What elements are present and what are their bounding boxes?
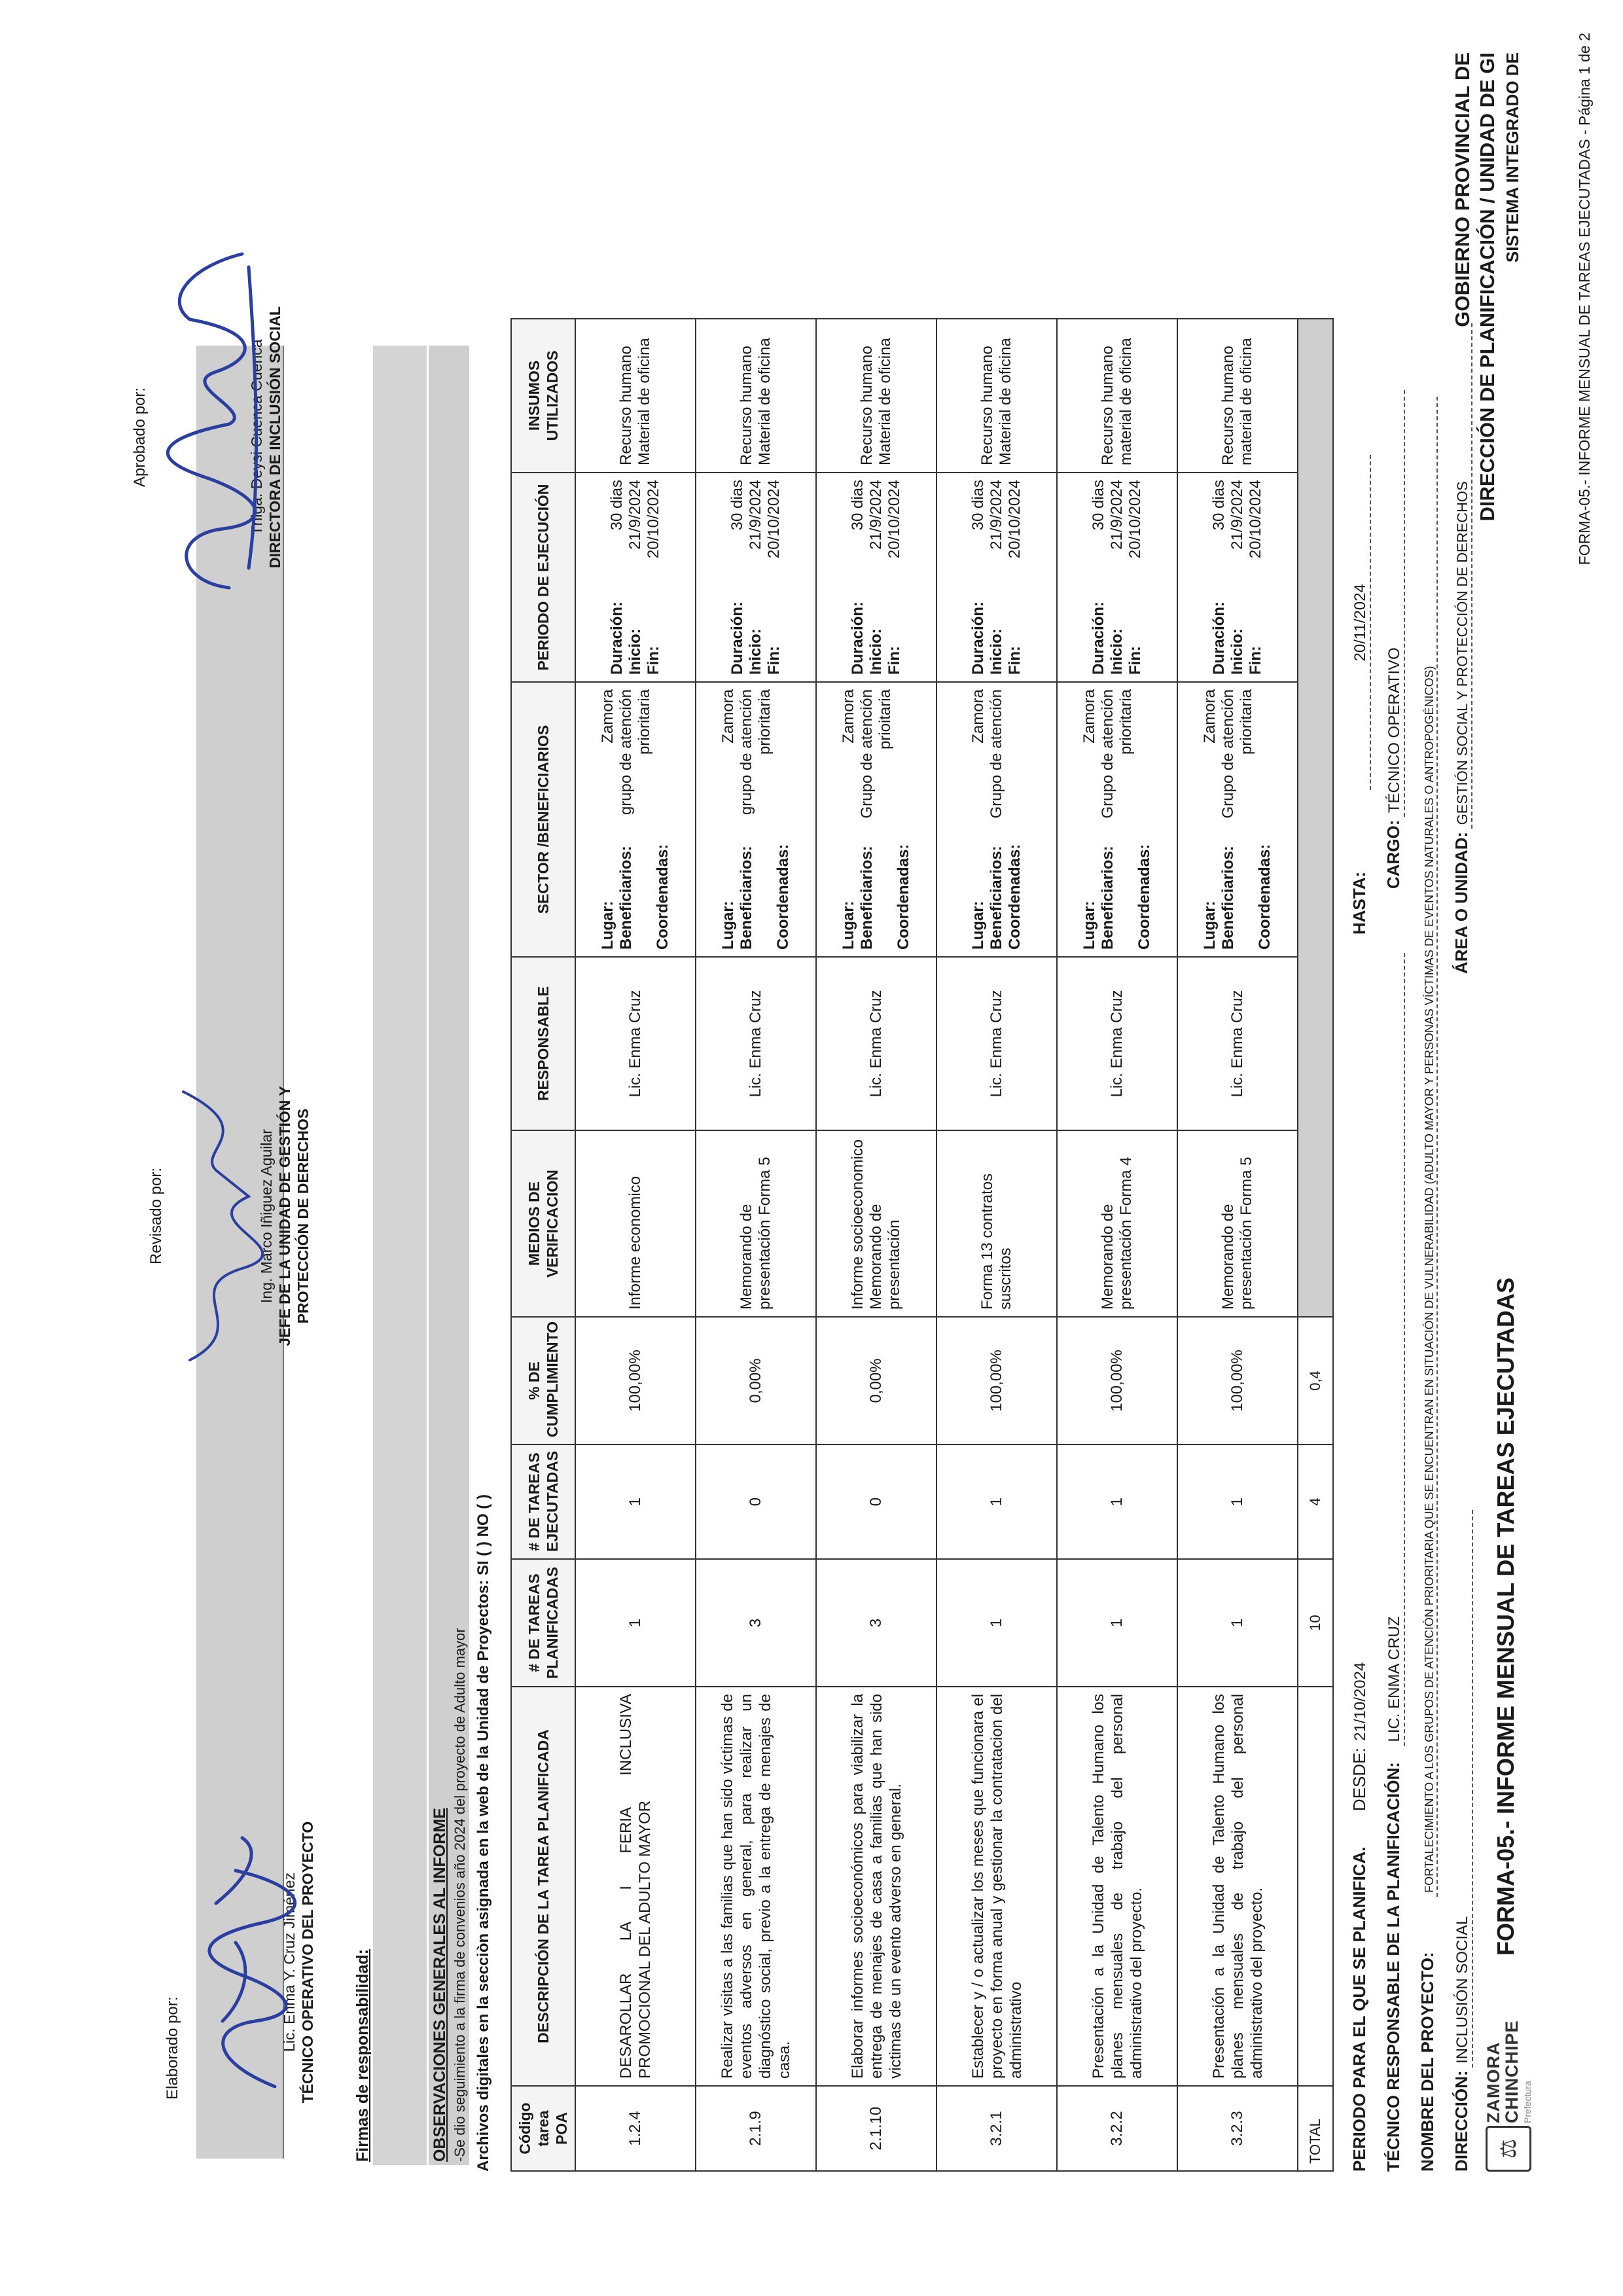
cell-cumplimiento: 0,00% xyxy=(816,1317,936,1444)
area-row xyxy=(1452,323,1472,974)
beneficiarios-label: Beneficiarios: xyxy=(1099,846,1116,950)
duracion-value: 30 dias xyxy=(728,480,746,531)
desde-value: 21/10/2024 xyxy=(1351,1662,1369,1741)
direccion-value: INCLUSIÓN SOCIAL xyxy=(1454,1510,1473,2068)
tecnico-label: TÉCNICO RESPONSABLE DE LA PLANIFICACIÓN: xyxy=(1383,1762,1403,2172)
duracion-label: Duración: xyxy=(608,601,626,675)
observaciones-body-band xyxy=(373,346,427,2165)
inicio-label: Inicio: xyxy=(747,628,764,675)
cell-ejecutadas: 1 xyxy=(936,1444,1057,1559)
fin-value: 20/10/2024 xyxy=(645,480,662,559)
beneficiarios-label: Beneficiarios: xyxy=(858,846,876,950)
inicio-value: 21/9/2024 xyxy=(867,480,885,550)
cell-descripcion: DESAROLLAR LA I FERIA INCLUSIVA PROMOCIONAL DEL ADULTO MAYOR xyxy=(575,1687,696,2086)
aprobado-role: DIRECTORA DE INCLUSIÓN SOCIAL xyxy=(266,306,283,568)
cell-insumos: Recurso humano Material de oficina xyxy=(575,319,696,473)
elaborado-caption: Elaborado por: xyxy=(164,1996,181,2100)
table-row xyxy=(816,319,936,2171)
header-descripcion: DESCRIPCIÓN DE LA TAREA PLANIFICADA xyxy=(511,1687,575,2086)
elaborado-role: TÉCNICO OPERATIVO DEL PROYECTO xyxy=(299,1821,316,2104)
inicio-value: 21/9/2024 xyxy=(1108,480,1126,550)
cell-medios: Memorando de presentación Forma 5 xyxy=(1177,1130,1298,1317)
cell-codigo: 2.1.10 xyxy=(816,2086,936,2171)
header-planificadas: # DE TAREAS PLANIFICADAS xyxy=(511,1559,575,1687)
firmas-title: Firmas de responsabilidad: xyxy=(353,1948,372,2162)
cell-codigo: 3.2.2 xyxy=(1057,2086,1177,2171)
cell-medios: Informe economico xyxy=(575,1130,696,1317)
fin-value: 20/10/2024 xyxy=(765,480,783,559)
cell-responsable: Lic. Enma Cruz xyxy=(936,957,1057,1130)
cell-medios: Memorando de presentación Forma 4 xyxy=(1057,1130,1177,1317)
fin-value: 20/10/2024 xyxy=(1006,480,1024,559)
coordenadas-label: Coordenadas: xyxy=(654,844,671,950)
cell-descripcion: Realizar visitas a las familias que han sido víctimas de eventos adversos en general, para realizar un diagnóstico social, previo a la entrega de menajes de casa. xyxy=(696,1687,816,2086)
inicio-value: 21/9/2024 xyxy=(988,480,1005,550)
archivos-line: Archivos digitales en la secciòn asignada en la web de la Unidad de Proyectos: SI ( ) NO ( ) xyxy=(474,1494,492,2172)
lugar-label: Lugar: xyxy=(1201,901,1219,950)
cell-planificadas: 1 xyxy=(1177,1559,1298,1687)
cargo-value: TÉCNICO OPERATIVO xyxy=(1385,390,1405,817)
cell-medios: Memorando de presentación Forma 5 xyxy=(696,1130,816,1317)
logo-tagline: Prefectura xyxy=(1522,2081,1533,2123)
cell-planificadas: 1 xyxy=(575,1559,696,1687)
cell-medios: Forma 13 contratos suscritos xyxy=(936,1130,1057,1317)
lugar-value: Zamora xyxy=(1201,689,1219,744)
duracion-label: Duración: xyxy=(1210,601,1228,675)
beneficiarios-value: grupo de atención prioritaria xyxy=(617,689,653,816)
total-label: TOTAL xyxy=(1298,2086,1333,2171)
revisado-name: Ing. Marco Iñiguez Aguilar xyxy=(258,1129,275,1303)
fin-label: Fin: xyxy=(765,646,783,675)
cell-insumos: Recurso humano Material de oficina xyxy=(696,319,816,473)
page-footer: FORMA-05.- INFORME MENSUAL DE TAREAS EJECUTADAS - Página 1 de 2 xyxy=(1576,33,1593,565)
proyecto-row xyxy=(1418,397,1438,2172)
proyecto-value: FORTALECIMIENTO A LOS GRUPOS DE ATENCIÓN PRIORITARIA QUE SE ENCUENTRAN EN SITUACIÓN DE VULNERABILIDAD (ADULTO MAYOR Y PERSONAS VÍCTIMAS DE EVENTOS NATURALES O ANTROPOGÉNICOS) xyxy=(1423,397,1438,1897)
cell-descripcion: Presentación a la Unidad de Talento Humano los planes mensuales de trabajo del personal administrativo del proyecto. xyxy=(1057,1687,1177,2086)
total-cumplimiento: 0,4 xyxy=(1298,1317,1333,1444)
duracion-label: Duración: xyxy=(849,601,866,675)
beneficiarios-value: Grupo de atención prioritaria xyxy=(1219,689,1255,819)
cell-descripcion: Presentación a la Unidad de Talento Humano los planes mensuales de trabajo del personal administrativo del proyecto. xyxy=(1177,1687,1298,2086)
beneficiarios-label: Beneficiarios: xyxy=(738,846,755,950)
cell-ejecutadas: 0 xyxy=(816,1444,936,1559)
lugar-label: Lugar: xyxy=(719,901,737,950)
beneficiarios-value: Grupo de atención prioitaria xyxy=(858,689,894,819)
duracion-value: 30 dias xyxy=(608,480,626,531)
table-header-row xyxy=(511,319,575,2171)
cell-cumplimiento: 100,00% xyxy=(1177,1317,1298,1444)
header-ejecutadas: # DE TAREAS EJECUTADAS xyxy=(511,1444,575,1559)
lugar-label: Lugar: xyxy=(969,901,987,950)
aprobado-caption: Aprobado por: xyxy=(131,387,149,488)
cell-sector xyxy=(1177,682,1298,957)
duracion-value: 30 dias xyxy=(1090,480,1107,531)
cell-responsable: Lic. Enma Cruz xyxy=(575,957,696,1130)
cell-cumplimiento: 100,00% xyxy=(1057,1317,1177,1444)
cell-cumplimiento: 100,00% xyxy=(575,1317,696,1444)
lugar-value: Zamora xyxy=(719,689,737,744)
hasta-row xyxy=(1349,455,1371,935)
inicio-label: Inicio: xyxy=(988,628,1005,675)
duracion-label: Duración: xyxy=(1090,601,1107,675)
beneficiarios-label: Beneficiarios: xyxy=(1219,846,1237,950)
prefectura-logo xyxy=(1480,1975,1572,2172)
table-body xyxy=(575,319,1298,2171)
lugar-value: Zamora xyxy=(599,689,616,744)
table-row xyxy=(1177,319,1298,2171)
cell-sector xyxy=(816,682,936,957)
cargo-row xyxy=(1383,390,1405,889)
cell-periodo xyxy=(575,473,696,682)
observaciones-title: OBSERVACIONES GENERALES AL INFORME xyxy=(431,1808,449,2162)
duracion-label: Duración: xyxy=(969,601,987,675)
lugar-label: Lugar: xyxy=(1080,901,1098,950)
cell-responsable: Lic. Enma Cruz xyxy=(1057,957,1177,1130)
cell-codigo: 3.2.3 xyxy=(1177,2086,1298,2171)
signature-elaborado-ink xyxy=(196,1825,308,2100)
cell-planificadas: 3 xyxy=(816,1559,936,1687)
fin-value: 20/10/2024 xyxy=(1126,480,1144,559)
cell-responsable: Lic. Enma Cruz xyxy=(696,957,816,1130)
beneficiarios-label: Beneficiarios: xyxy=(617,846,635,950)
header-codigo: Código tarea POA xyxy=(511,2086,575,2171)
inicio-label: Inicio: xyxy=(626,628,644,675)
area-value: GESTIÓN SOCIAL Y PROTECCIÓN DE DERECHOS xyxy=(1454,323,1472,829)
beneficiarios-value: Grupo de atención xyxy=(988,689,1005,819)
cell-cumplimiento: 100,00% xyxy=(936,1317,1057,1444)
observaciones-text: -Se dio seguimiento a la firma de convenios año 2024 del proyecto de Adulto mayor xyxy=(452,1628,468,2162)
cell-insumos: Recurso humano Material de oficina xyxy=(936,319,1057,473)
total-empty xyxy=(1298,1687,1333,2086)
fin-label: Fin: xyxy=(1006,646,1024,675)
signature-revisado-ink xyxy=(164,1066,275,1367)
cell-medios: Informe socioeconomico Memorando de presentación xyxy=(816,1130,936,1317)
coordenadas-label: Coordenadas: xyxy=(895,844,912,950)
elaborado-name: Lic. Enma Y. Cruz Jiménez xyxy=(281,1873,298,2052)
inicio-label: Inicio: xyxy=(867,628,885,675)
cell-descripcion: Elaborar informes socioeconómicos para viabilizar la entrega de menajes de casa a familias que han sido victimas de un evento adverso en general. xyxy=(816,1687,936,2086)
cargo-label: CARGO: xyxy=(1383,819,1403,889)
cell-planificadas: 3 xyxy=(696,1559,816,1687)
coordenadas-label: Coordenadas: xyxy=(1006,844,1024,950)
direccion-row xyxy=(1452,1510,1473,2172)
total-planificadas: 10 xyxy=(1298,1559,1333,1687)
revisado-role-2: PROTECCIÓN DE DERECHOS xyxy=(294,1108,312,1324)
aprobado-name: Tnlga. Deysi Cuenca Cuenca xyxy=(248,339,265,535)
cell-insumos: Recurso humano material de oficina xyxy=(1177,319,1298,473)
header-insumos: INSUMOS UTILIZADOS xyxy=(511,319,575,473)
duracion-value: 30 dias xyxy=(1210,480,1228,531)
table-row xyxy=(575,319,696,2171)
lugar-value: Zamora xyxy=(1080,689,1098,744)
total-shaded xyxy=(1298,319,1333,1317)
cell-periodo xyxy=(696,473,816,682)
tareas-table xyxy=(510,318,1334,2172)
beneficiarios-value: Grupo de atención prioritaria xyxy=(1099,689,1135,819)
cell-sector xyxy=(1057,682,1177,957)
total-row xyxy=(1298,319,1333,2171)
inicio-value: 21/9/2024 xyxy=(626,480,644,550)
hasta-value: 20/11/2024 xyxy=(1351,455,1371,790)
cell-ejecutadas: 1 xyxy=(575,1444,696,1559)
duracion-label: Duración: xyxy=(728,601,746,675)
area-label: ÁREA O UNIDAD: xyxy=(1452,831,1471,974)
lugar-value: Zamora xyxy=(840,689,857,744)
total-ejecutadas: 4 xyxy=(1298,1444,1333,1559)
periodo-label: PERIODO PARA EL QUE SE PLANIFICA. xyxy=(1349,1846,1369,2172)
tecnico-value: LIC. ENMA CRUZ xyxy=(1385,953,1405,1746)
fin-value: 20/10/2024 xyxy=(1247,480,1264,559)
fin-label: Fin: xyxy=(1126,646,1144,675)
hasta-label: HASTA: xyxy=(1349,871,1369,935)
cell-planificadas: 1 xyxy=(936,1559,1057,1687)
beneficiarios-label: Beneficiarios: xyxy=(988,846,1005,950)
cell-codigo: 2.1.9 xyxy=(696,2086,816,2171)
inicio-value: 21/9/2024 xyxy=(1228,480,1246,550)
lugar-value: Zamora xyxy=(969,689,987,744)
fin-label: Fin: xyxy=(1247,646,1264,675)
lugar-label: Lugar: xyxy=(599,901,616,950)
beneficiarios-value: grupo de atención prioritaria xyxy=(738,689,774,816)
cell-planificadas: 1 xyxy=(1057,1559,1177,1687)
table-row xyxy=(1057,319,1177,2171)
header-sector: SECTOR /BENEFICIARIOS xyxy=(511,682,575,957)
lugar-label: Lugar: xyxy=(840,901,857,950)
cell-sector xyxy=(575,682,696,957)
cell-ejecutadas: 0 xyxy=(696,1444,816,1559)
cell-ejecutadas: 1 xyxy=(1057,1444,1177,1559)
coordenadas-label: Coordenadas: xyxy=(774,844,792,950)
tecnico-row xyxy=(1383,953,1405,2172)
coordenadas-label: Coordenadas: xyxy=(1135,844,1153,950)
cell-insumos: Recurso humano material de oficina xyxy=(1057,319,1177,473)
seal-icon: ⚖ xyxy=(1486,2126,1531,2172)
inicio-label: Inicio: xyxy=(1228,628,1246,675)
cell-sector xyxy=(936,682,1057,957)
cell-periodo xyxy=(816,473,936,682)
cell-responsable: Lic. Enma Cruz xyxy=(1177,957,1298,1130)
fin-value: 20/10/2024 xyxy=(885,480,903,559)
direccion-label: DIRECCIÓN: xyxy=(1452,2070,1471,2172)
fin-label: Fin: xyxy=(885,646,903,675)
coordenadas-label: Coordenadas: xyxy=(1256,844,1274,950)
fin-label: Fin: xyxy=(645,646,662,675)
cell-descripcion: Establecer y / o actualizar los meses que funcionara el proyecto en forma anual y gestionar la contratacion del administrativo xyxy=(936,1687,1057,2086)
inicio-value: 21/9/2024 xyxy=(747,480,764,550)
government-heading: GOBIERNO PROVINCIAL DE DIRECCIÓN DE PLANIFICACIÓN / UNIDAD DE GI SISTEMA INTEGRADO DE xyxy=(1451,52,1522,522)
inicio-label: Inicio: xyxy=(1108,628,1126,675)
duracion-value: 30 dias xyxy=(969,480,987,531)
cell-sector xyxy=(696,682,816,957)
cell-periodo xyxy=(936,473,1057,682)
cell-cumplimiento: 0,00% xyxy=(696,1317,816,1444)
cell-responsable: Lic. Enma Cruz xyxy=(816,957,936,1130)
periodo-row xyxy=(1349,821,1370,2172)
proyecto-label: NOMBRE DEL PROYECTO: xyxy=(1418,1952,1437,2172)
revisado-role-1: JEFE DE LA UNIDAD DE GESTIÓN Y xyxy=(276,1086,293,1346)
cell-codigo: 1.2.4 xyxy=(575,2086,696,2171)
revisado-caption: Revisado por: xyxy=(147,1167,165,1265)
cell-periodo xyxy=(1057,473,1177,682)
cell-insumos: Recurso humano Material de oficina xyxy=(816,319,936,473)
table-row xyxy=(696,319,816,2171)
duracion-value: 30 dias xyxy=(849,480,866,531)
header-periodo: PERIODO DE EJECUCIÓN xyxy=(511,473,575,682)
header-cumplimiento: % DE CUMPLIMIENTO xyxy=(511,1317,575,1444)
table-row xyxy=(936,319,1057,2171)
cell-periodo xyxy=(1177,473,1298,682)
header-responsable: RESPONSABLE xyxy=(511,957,575,1130)
header-medios: MEDIOS DE VERIFICACION xyxy=(511,1130,575,1317)
logo-name: ZAMORA CHINCHIPE xyxy=(1484,2020,1522,2123)
signature-aprobado-ink xyxy=(151,241,275,607)
cell-codigo: 3.2.1 xyxy=(936,2086,1057,2171)
cell-ejecutadas: 1 xyxy=(1177,1444,1298,1559)
desde-label: DESDE: xyxy=(1349,1748,1369,1812)
form-title: FORMA-05.- INFORME MENSUAL DE TAREAS EJECUTADAS xyxy=(1492,1277,1519,1956)
